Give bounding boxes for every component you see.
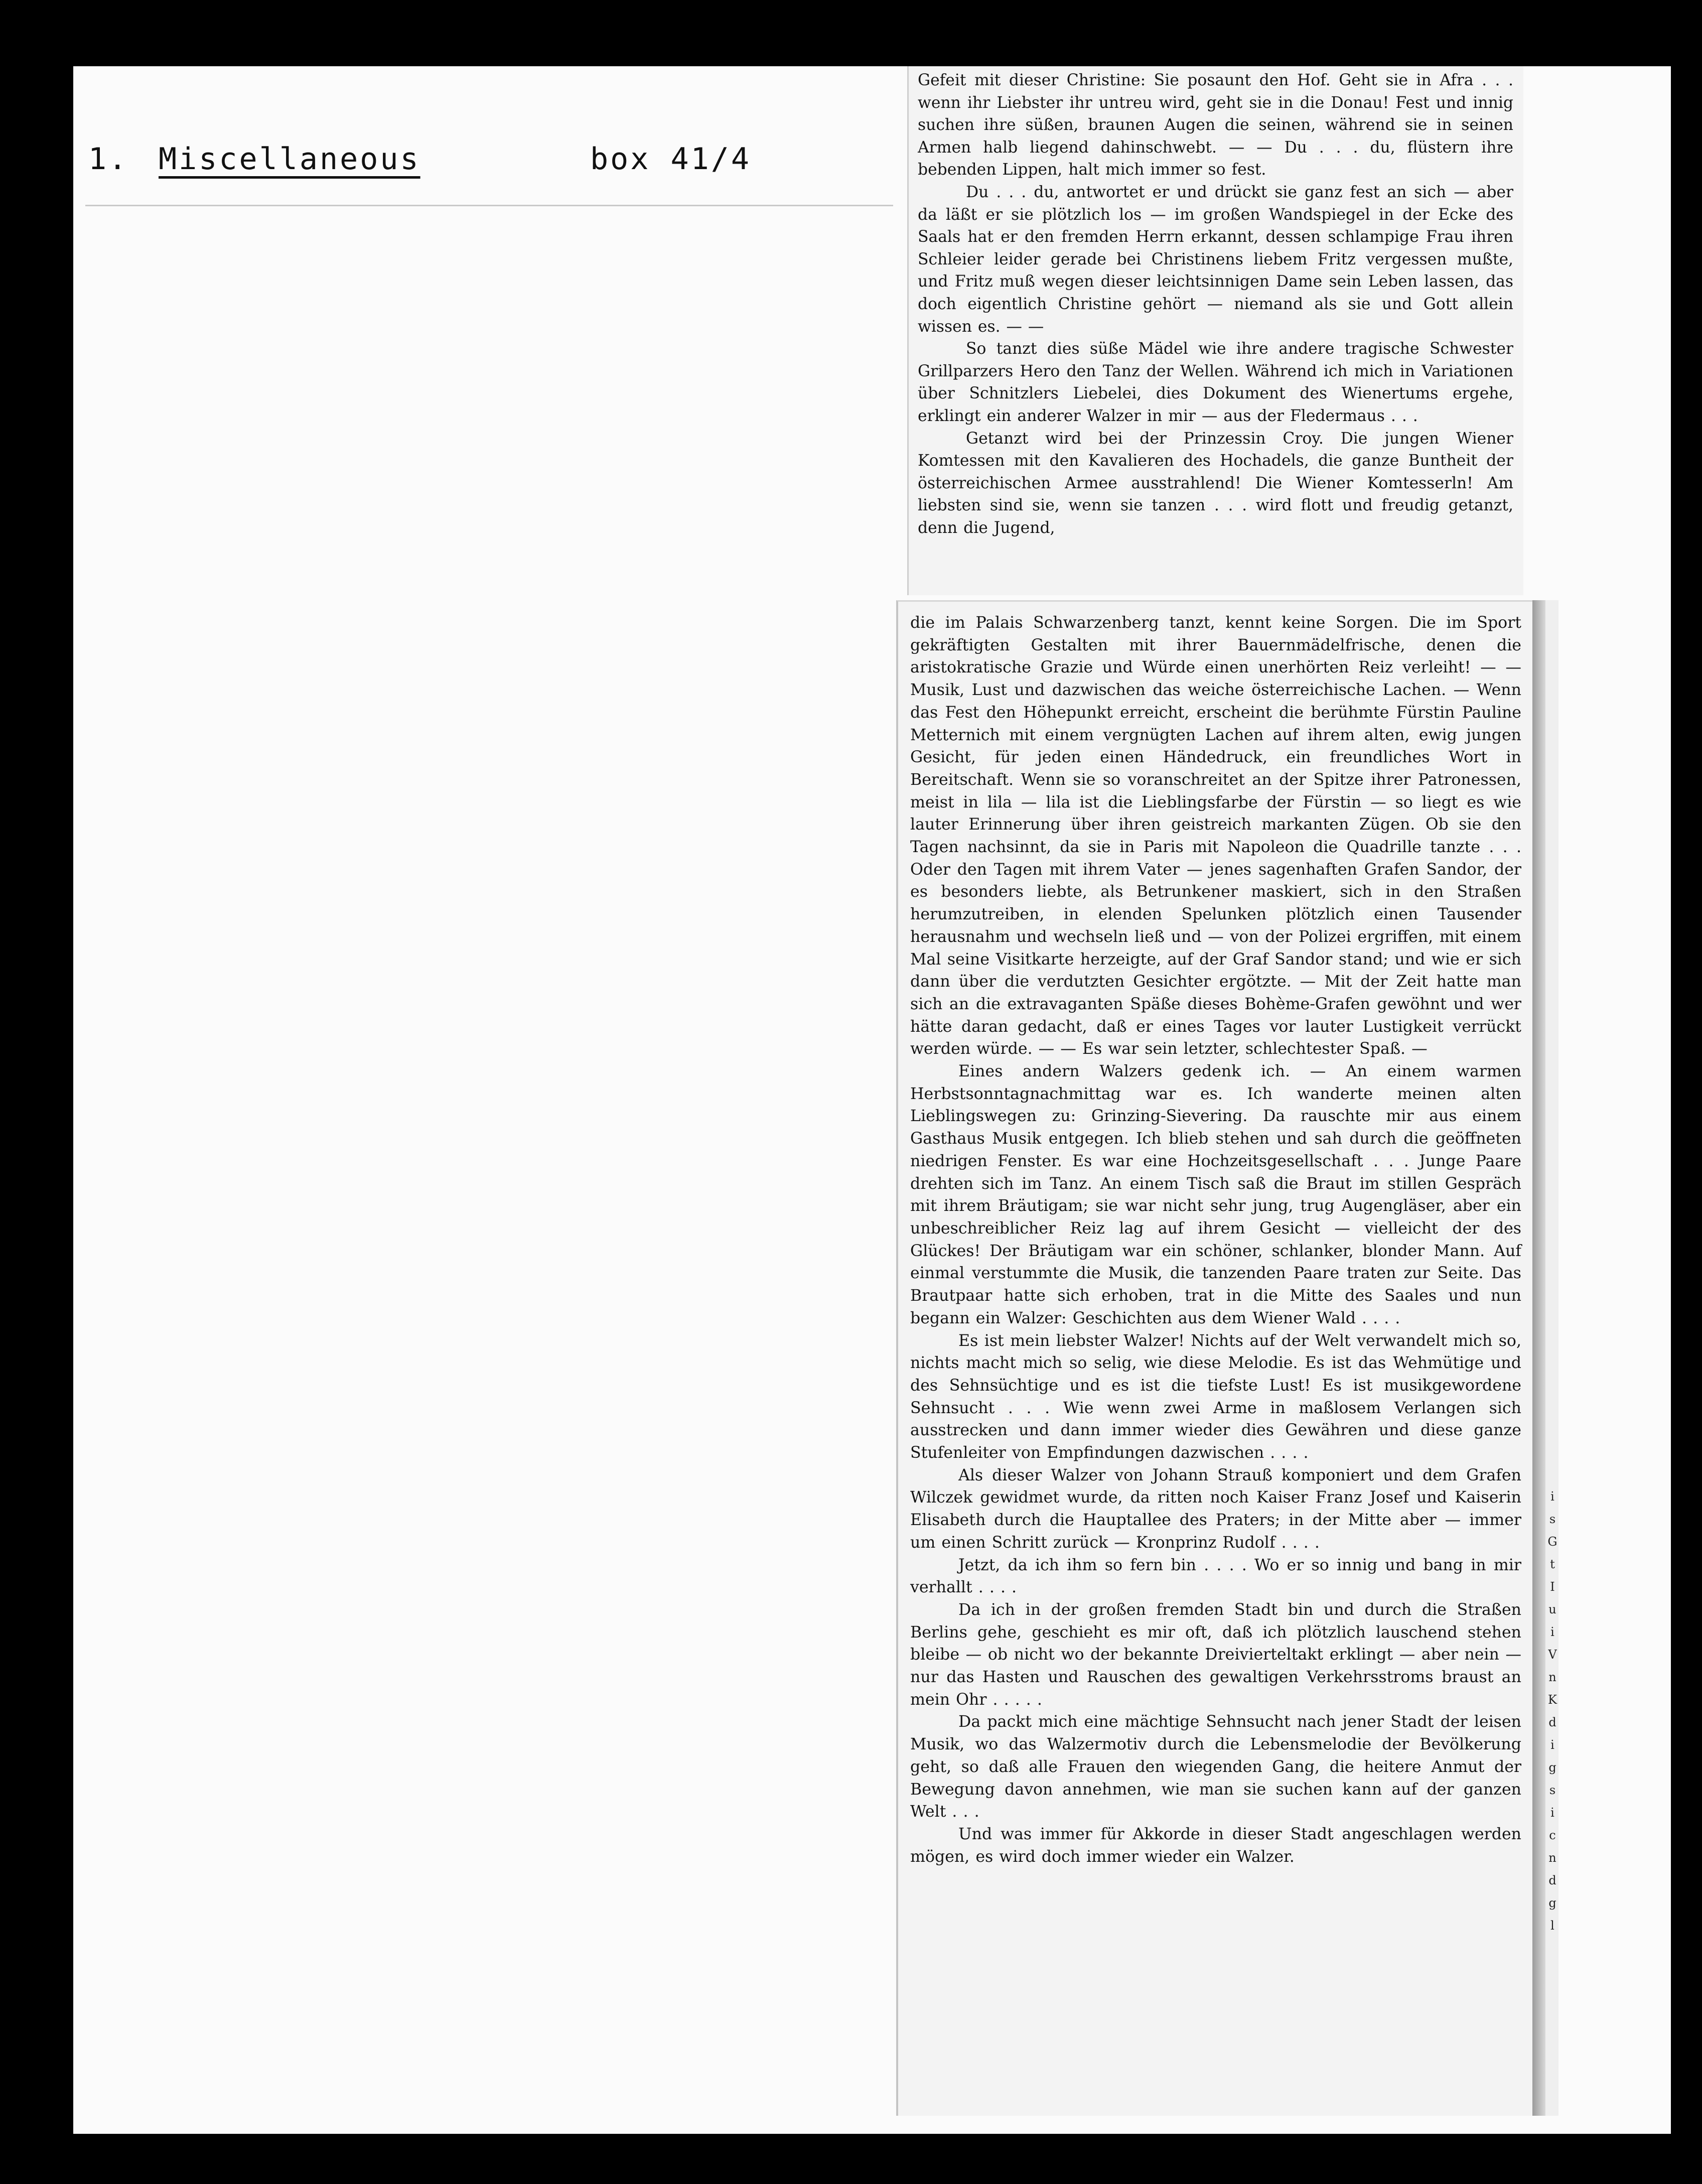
newspaper-clipping-top [907, 66, 1523, 595]
category-label: Miscellaneous [159, 142, 420, 177]
paragraph: Da ich in der großen fremden Stadt bin und durch die Straßen Berlins gehe, geschieht es mir oft, daß ich plötzlich lauschend stehen bleibe — ob nicht wo der bekannte Dreivierteltakt erklingt — aber nein — nur das Hasten und Rauschen des gewaltigen Verkehrsstroms braust an mein Ohr . . . . . [910, 1600, 1521, 1709]
box-label: box 41/4 [590, 142, 751, 177]
item-number: 1. [88, 142, 129, 177]
paragraph: die im Palais Schwarzenberg tanzt, kennt keine Sorgen. Die im Sport gekräftigten Gestalten mit ihrer Bauernmädelfrische, denen die aristokratische Grazie und Würde einen unerhörten Reiz verleiht! — — Musik, Lust und dazwischen das weiche österreichische Lachen. — Wenn das Fest den Höhepunkt erreicht, erscheint die berühmte Fürstin Pauline Metternich mit einem vergnügten Lachen auf ihrem alten, ewig jungen Gesicht, für jeden einen Händedruck, ein freundliches Wort in Bereitschaft. Wenn sie so voranschreitet an der Spitze ihrer Patronessen, meist in lila — lila ist die Lieblingsfarbe der Fürstin — so liegt es wie lauter Erinnerung über ihren geistreich markanten Zügen. Ob sie den Tagen nachsinnt, da sie in Paris mit Napoleon die Quadrille tanzte . . . Oder den Tagen mit ihrem Vater — jenes sagenhaften Grafen Sandor, der es besonders liebte, als Betrunkener maskiert, sich in den Straßen herumzutreiben, in elenden Spelunken plötzlich einen Tausender herausnahm und wechseln ließ und — von der Polizei ergriffen, mit einem Mal seine Visitkarte herzeigte, auf der Graf Sandor stand; und wie er sich dann über die verdutzten Gesichter ergötzte. — Mit der Zeit hatte man sich an die extravaganten Späße dieses Bohème-Grafen gewöhnt und wer hätte daran gedacht, daß er eines Tages vor lauter Lustigkeit verrückt werden würde. — — Es war sein letzter, schlechtester Spaß. — [910, 614, 1521, 1058]
adjacent-column-fragment: i s G t I u i V n K d i g s i c n d g l [1547, 1489, 1557, 1933]
paragraph: Und was immer für Akkorde in dieser Stadt angeschlagen werden mögen, es wird doch immer wieder ein Walzer. [910, 1825, 1521, 1866]
header-rule [85, 205, 893, 206]
paragraph: Eines andern Walzers gedenk ich. — An einem warmen Herbstsonntagnachmittag war es. Ich wanderte meinen alten Lieblingswegen zu: Grinzing-Sievering. Da rauschte mir aus einem Gasthaus Musik entgegen. Ich blieb stehen und sah durch die geöffneten niedrigen Fenster. Es war eine Hochzeitsgesellschaft . . . Junge Paare drehten sich im Tanz. An einem Tisch saß die Braut im stillen Gespräch mit ihrem Bräutigam; sie war nicht sehr jung, trug Augengläser, aber ein unbeschreiblicher Reiz lag auf ihrem Gesicht — vielleicht der des Glückes! Der Bräutigam war ein schöner, schlanker, blonder Mann. Auf einmal verstummte die Musik, die tanzenden Paare traten zur Seite. Das Brautpaar hatte sich erhoben, trat in die Mitte des Saales und nun begann ein Walzer: Geschichten aus dem Wiener Wald . . . . [910, 1062, 1521, 1327]
newspaper-clipping-bottom [896, 600, 1532, 2116]
paragraph: Jetzt, da ich ihm so fern bin . . . . Wo er so innig und bang in mir verhallt . . . . [910, 1556, 1521, 1597]
paragraph: So tanzt dies süße Mädel wie ihre andere tragische Schwester Grillparzers Hero den Tanz der Wellen. Während ich mich in Variationen über Schnitzlers Liebelei, dies Dokument des Wienertums ergehe, erklingt ein anderer Walzer in mir — aus der Fledermaus . . . [918, 340, 1513, 425]
paragraph: Getanzt wird bei der Prinzessin Croy. Die jungen Wiener Komtessen mit den Kavalieren des Hochadels, die ganze Buntheit der österreichischen Armee ausstrahlend! Die Wiener Komtesserln! Am liebsten sind sie, wenn sie tanzen . . . wird flott und freudig getanzt, denn die Jugend, [918, 429, 1513, 537]
paragraph: Da packt mich eine mächtige Sehnsucht nach jener Stadt der leisen Musik, wo das Walzermotiv durch die Lebensmelodie der Bevölkerung geht, so daß alle Frauen den wiegenden Gang, die heitere Anmut der Bewegung davon annehmen, wie man sie suchen kann auf der ganzen Welt . . . [910, 1713, 1521, 1821]
paragraph: Du . . . du, antwortet er und drückt sie ganz fest an sich — aber da läßt er sie plötzlich los — im großen Wandspiegel in der Ecke des Saals hat er den fremden Herrn erkannt, dessen schlampige Frau ihren Schleier leider gerade bei Christinens liebem Fritz vergessen mußte, und Fritz muß wegen dieser leichtsinnigen Dame sein Leben lassen, das doch eigentlich Christine gehört — niemand als sie und Gott allein wissen es. — — [918, 183, 1513, 336]
paragraph: Als dieser Walzer von Johann Strauß komponiert und dem Grafen Wilczek gewidmet wurde, da ritten noch Kaiser Franz Josef und Kaiserin Elisabeth durch die Hauptallee des Praters; in der Mitte aber — immer um einen Schritt zurück — Kronprinz Rudolf . . . . [910, 1466, 1521, 1552]
clipping-shadow [1532, 600, 1545, 2116]
paragraph: Gefeit mit dieser Christine: Sie posaunt den Hof. Geht sie in Afra . . . wenn ihr Liebster ihr untreu wird, geht sie in die Donau! Fest und innig suchen ihre süßen, braunen Augen die seinen, während sie in seinen Armen halb liegend dahinschwebt. — — Du . . . du, flüstern ihre bebenden Lippen, halt mich immer so fest. [918, 71, 1513, 179]
paragraph: Es ist mein liebster Walzer! Nichts auf der Welt verwandelt mich so, nichts macht mich so selig, wie diese Melodie. Es ist das Wehmütige und des Sehnsüchtige und es ist die tiefste Lust! Es ist musikgewordene Sehnsucht . . . Wie wenn zwei Arme in maßlosem Verlangen sich ausstrecken und dann immer wieder dies Gewähren und diese ganze Stufenleiter von Empfindungen dazwischen . . . . [910, 1331, 1521, 1462]
